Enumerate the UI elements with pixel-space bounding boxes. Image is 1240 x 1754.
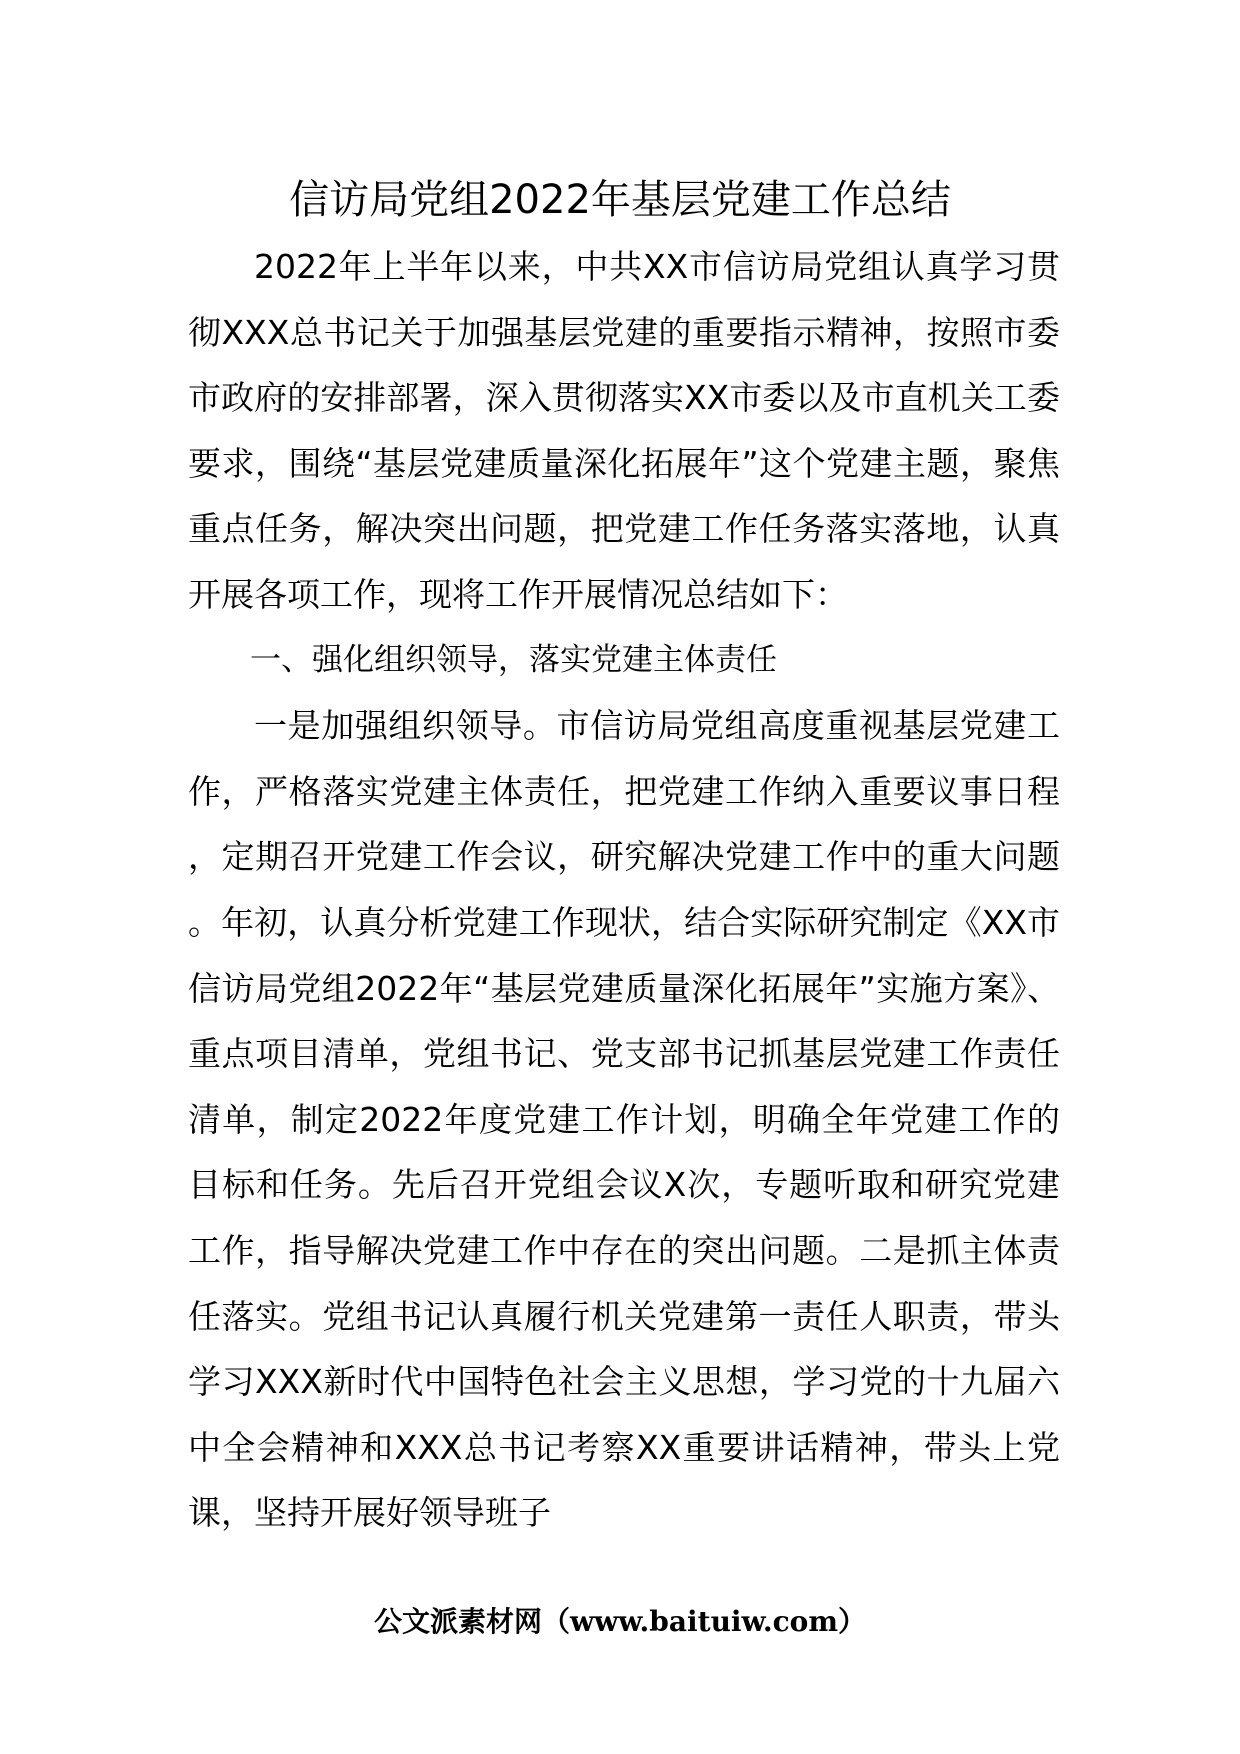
intro-paragraph: 2022年上半年以来，中共XX市信访局党组认真学习贯彻XXX总书记关于加强基层党建的重要指示精神，按照市委市政府的安排部署，深入贯彻落实XX市委以及市直机关工委要求，围绕“基层党建质量深化拓展年”这个党建主题，聚焦重点任务，解决突出问题，把党建工作任务落实落地，认真开展各项工作，现将工作开展情况总结如下： (188, 247, 1060, 614)
section-heading-1: 一、强化组织领导，落实党建主体责任 (250, 641, 777, 678)
document-body (188, 234, 1060, 1546)
section-1-paragraph: 一是加强组织领导。市信访局党组高度重视基层党建工作，严格落实党建主体责任，把党建工作纳入重要议事日程，定期召开党建工作会议，研究解决党建工作中的重大问题。年初，认真分析党建工作现状，结合实际研究制定《XX市信访局党组2022年“基层党建质量深化拓展年”实施方案》、重点项目清单，党组书记、党支部书记抓基层党建工作责任清单，制定2022年度党建工作计划，明确全年党建工作的目标和任务。先后召开党组会议X次，专题听取和研究党建工作，指导解决党建工作中存在的突出问题。二是抓主体责任落实。党组书记认真履行机关党建第一责任人职责，带头学习XXX新时代中国特色社会主义思想，学习党的十九届六中全会精神和XXX总书记考察XX重要讲话精神，带头上党课，坚持开展好领导班子 (188, 706, 1060, 1533)
document-title: 信访局党组2022年基层党建工作总结 (289, 177, 951, 223)
footer-watermark-text: 公文派素材网（www.baituiw.com） (374, 1605, 866, 1638)
